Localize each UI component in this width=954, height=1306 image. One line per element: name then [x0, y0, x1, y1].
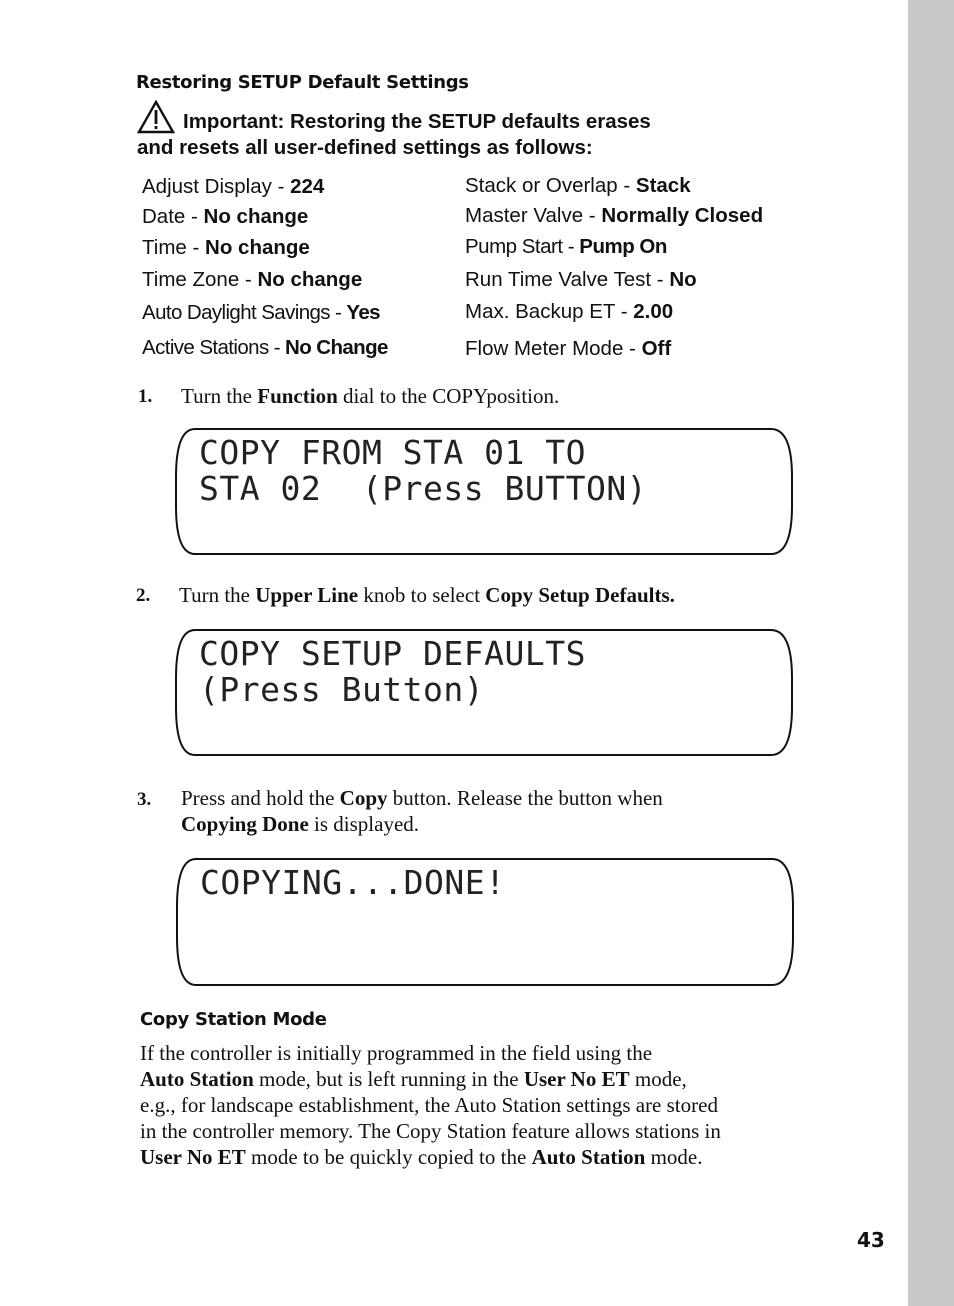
setting-date: Date - No change [142, 205, 309, 228]
page-number: 43 [857, 1228, 885, 1252]
setting-adjust-display: Adjust Display - 224 [142, 175, 325, 198]
important-line-1: Important: Restoring the SETUP defaults erases [183, 110, 651, 133]
important-notice [137, 100, 757, 161]
setting-active-stations: Active Stations - No Change [142, 336, 388, 359]
setting-flow-meter-mode: Flow Meter Mode - Off [465, 337, 672, 360]
step-2-number: 2. [136, 585, 151, 606]
setting-auto-daylight-savings: Auto Daylight Savings - Yes [142, 301, 380, 324]
step-1-number: 1. [138, 386, 153, 407]
lcd-display-copying-done [174, 857, 796, 987]
setting-max-backup-et: Max. Backup ET - 2.00 [465, 300, 674, 323]
step-1-text: Turn the Function dial to the COPYposition. [181, 384, 560, 408]
step-3-number: 3. [137, 789, 152, 810]
lcd-1-line-2: STA 02 (Press BUTTON) [199, 469, 648, 508]
setting-master-valve: Master Valve - Normally Closed [465, 204, 764, 227]
setting-run-time-valve-test: Run Time Valve Test - No [465, 268, 697, 291]
lcd-display-copy-from [173, 427, 795, 556]
copy-station-heading: Copy Station Mode [140, 1009, 327, 1030]
setting-stack-or-overlap: Stack or Overlap - Stack [465, 174, 691, 197]
lcd-2-line-2: (Press Button) [199, 670, 485, 709]
section-heading: Restoring SETUP Default Settings [136, 72, 469, 93]
step-2-text: Turn the Upper Line knob to select Copy Setup Defaults. [179, 583, 675, 607]
lcd-2-line-1: COPY SETUP DEFAULTS [199, 634, 586, 673]
step-3-text: Press and hold the Copy button. Release the button when Copying Done is displayed. [181, 786, 663, 836]
setting-time-zone: Time Zone - No change [142, 268, 363, 291]
warning-icon [137, 100, 175, 134]
copy-station-paragraph: If the controller is initially programmed in the field using the Auto Station mode, but is left running in the User No ET mode, e.g., for landscape establishment, the Auto Station settings are stored in the controller memory. The Copy Station feature allows stations in User No ET mode to be quickly copied to the Auto Station mode. [140, 1041, 721, 1169]
lcd-display-copy-setup-defaults [173, 628, 795, 757]
setting-time: Time - No change [142, 236, 310, 259]
side-margin-strip [908, 0, 954, 1306]
important-line-2: and resets all user-defined settings as follows: [137, 136, 593, 159]
lcd-3-line-1: COPYING...DONE! [200, 863, 506, 902]
setting-pump-start: Pump Start - Pump On [465, 235, 667, 258]
lcd-1-line-1: COPY FROM STA 01 TO [199, 433, 586, 472]
